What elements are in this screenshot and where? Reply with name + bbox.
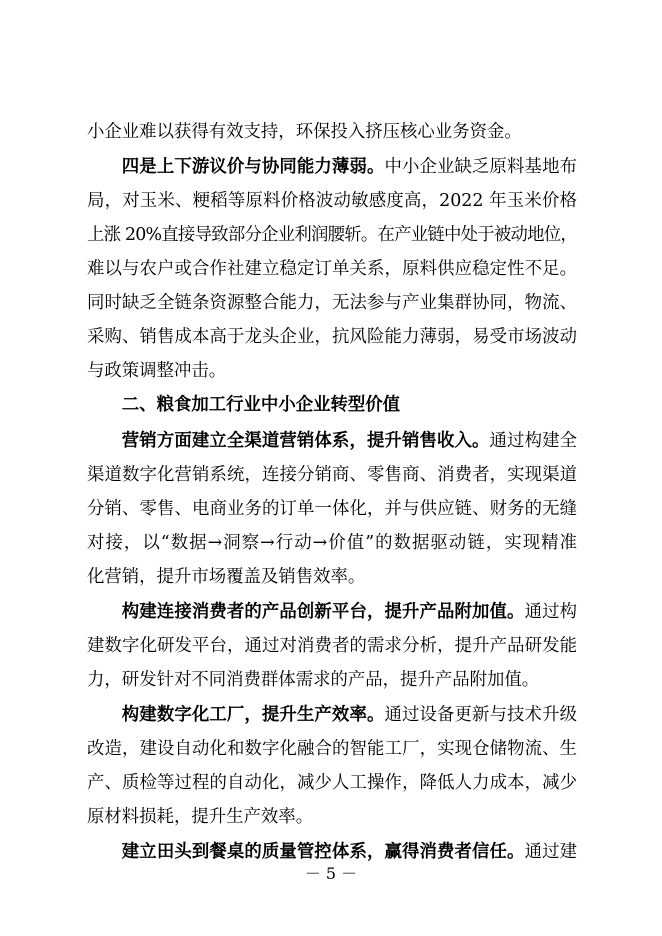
text-line: 局，对玉米、粳稻等原料价格波动敏感度高，2022 年玉米价格 xyxy=(87,191,577,211)
paragraph-point-four xyxy=(87,150,577,388)
text-line: 上涨 20%直接导致部分企业利润腰斩。在产业链中处于被动地位， xyxy=(87,225,577,245)
text-run: 通过设备更新与技术升级 xyxy=(384,705,577,725)
text-line: 化营销，提升市场覆盖及销售效率。 xyxy=(87,567,366,587)
text-line: 力，研发针对不同消费群体需求的产品，提升产品附加值。 xyxy=(87,670,540,690)
text-line xyxy=(87,698,577,732)
page-body xyxy=(87,114,577,869)
paragraph-marketing xyxy=(87,424,577,594)
text-line: 同时缺乏全链条资源整合能力，无法参与产业集群协同，物流、 xyxy=(87,293,577,313)
lead-sentence: 四是上下游议价与协同能力薄弱。 xyxy=(121,157,385,177)
text-line: 小企业难以获得有效支持，环保投入挤压核心业务资金。 xyxy=(87,122,522,142)
text-line: 改造，建设自动化和数字化融合的智能工厂，实现仓储物流、生 xyxy=(87,739,577,759)
text-line: 与政策调整冲击。 xyxy=(87,361,227,381)
lead-sentence: 构建连接消费者的产品创新平台，提升产品附加值。 xyxy=(121,602,525,622)
text-line xyxy=(87,424,577,458)
text-line: 采购、销售成本高于龙头企业，抗风险能力薄弱，易受市场波动 xyxy=(87,327,577,347)
section-heading: 二、粮食加工行业中小企业转型价值 xyxy=(121,395,401,415)
page-number: － 5 － xyxy=(304,864,358,883)
text-line: 渠道数字化营销系统，连接分销商、零售商、消费者，实现渠道 xyxy=(87,465,577,485)
text-run: 中小企业缺乏原料基地布 xyxy=(384,157,577,177)
text-line xyxy=(87,150,577,184)
text-run: 通过建 xyxy=(524,842,577,862)
text-line: 对接，以“数据→洞察→行动→价值”的数据驱动链，实现精准 xyxy=(87,533,577,553)
paragraph-digital-factory xyxy=(87,698,577,834)
text-line: 分销、零售、电商业务的订单一体化，并与供应链、财务的无缝 xyxy=(87,499,577,519)
text-line: 原材料损耗，提升生产效率。 xyxy=(87,807,314,827)
text-line: 建数字化研发平台，通过对消费者的需求分析，提升产品研发能 xyxy=(87,636,577,656)
lead-sentence: 构建数字化工厂，提升生产效率。 xyxy=(121,705,385,725)
lead-sentence: 建立田头到餐桌的质量管控体系，赢得消费者信任。 xyxy=(121,842,525,862)
text-line xyxy=(87,595,577,629)
paragraph-continued xyxy=(87,115,577,149)
text-run: 通过构 xyxy=(524,602,577,622)
text-line: 难以与农户或合作社建立稳定订单关系，原料供应稳定性不足。 xyxy=(87,259,577,279)
lead-sentence: 营销方面建立全渠道营销体系，提升销售收入。 xyxy=(121,431,490,451)
paragraph-product-innovation xyxy=(87,595,577,697)
text-line: 产、质检等过程的自动化，减少人工操作，降低人力成本，减少 xyxy=(87,773,577,793)
text-run: 通过构建全 xyxy=(489,431,577,451)
